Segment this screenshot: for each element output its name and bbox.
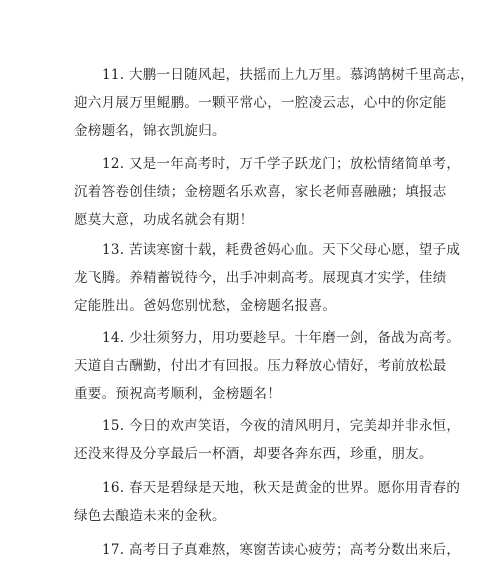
paragraph-line: 迎六月展万里鲲鹏。一颗平常心，一腔凌云志，心中的你定能 — [74, 95, 447, 111]
paragraph-line: 沉着答卷创佳绩；金榜题名乐欢喜，家长老师喜融融；填报志 — [74, 184, 447, 200]
paragraph-line: 11. 大鹏一日随风起，扶摇而上九万里。慕鸿鹄树千里高志， — [102, 67, 474, 83]
paragraph-line: 绿色去酿造未来的金秋。 — [74, 508, 226, 524]
paragraph-line: 15. 今日的欢声笑语，今夜的清风明月，完美却并非永恒， — [102, 418, 461, 434]
paragraph-11 — [74, 61, 474, 145]
paragraph-12 — [74, 150, 461, 234]
paragraph-line: 14. 少壮须努力，用功要趁早。十年磨一剑，备战为高考。 — [102, 330, 461, 346]
paragraph-line: 16. 春天是碧绿是天地，秋天是黄金的世界。愿你用青春的 — [102, 480, 461, 496]
paragraph-line: 还没来得及分享最后一杯酒，却要各奔东西，珍重，朋友。 — [74, 446, 433, 462]
paragraph-17 — [74, 536, 461, 564]
paragraph-line: 13. 苦读寒窗十载，耗费爸妈心血。天下父母心愿，望子成 — [102, 242, 461, 258]
paragraph-line: 天道自古酬勤，付出才有回报。压力释放心情好，考前放松最 — [74, 358, 447, 374]
paragraph-line: 龙飞腾。养精蓄锐待今，出手冲刺高考。展现真才实学，佳绩 — [74, 270, 447, 286]
paragraph-line: 17. 高考日子真难熬，寒窗苦读心疲劳；高考分数出来后， — [102, 542, 461, 558]
paragraph-16 — [74, 474, 461, 530]
paragraph-line: 重要。预祝高考顺利，金榜题名！ — [74, 386, 281, 402]
paragraph-14 — [74, 324, 461, 408]
paragraph-line: 金榜题名，锦衣凯旋归。 — [74, 123, 226, 139]
paragraph-15 — [74, 412, 461, 468]
paragraph-line: 愿莫大意，功成名就会有期！ — [74, 212, 254, 228]
paragraph-13 — [74, 236, 461, 320]
paragraph-line: 定能胜出。爸妈您别忧愁，金榜题名报喜。 — [74, 298, 337, 314]
paragraph-line: 12. 又是一年高考时，万千学子跃龙门；放松情绪简单考， — [102, 156, 461, 172]
